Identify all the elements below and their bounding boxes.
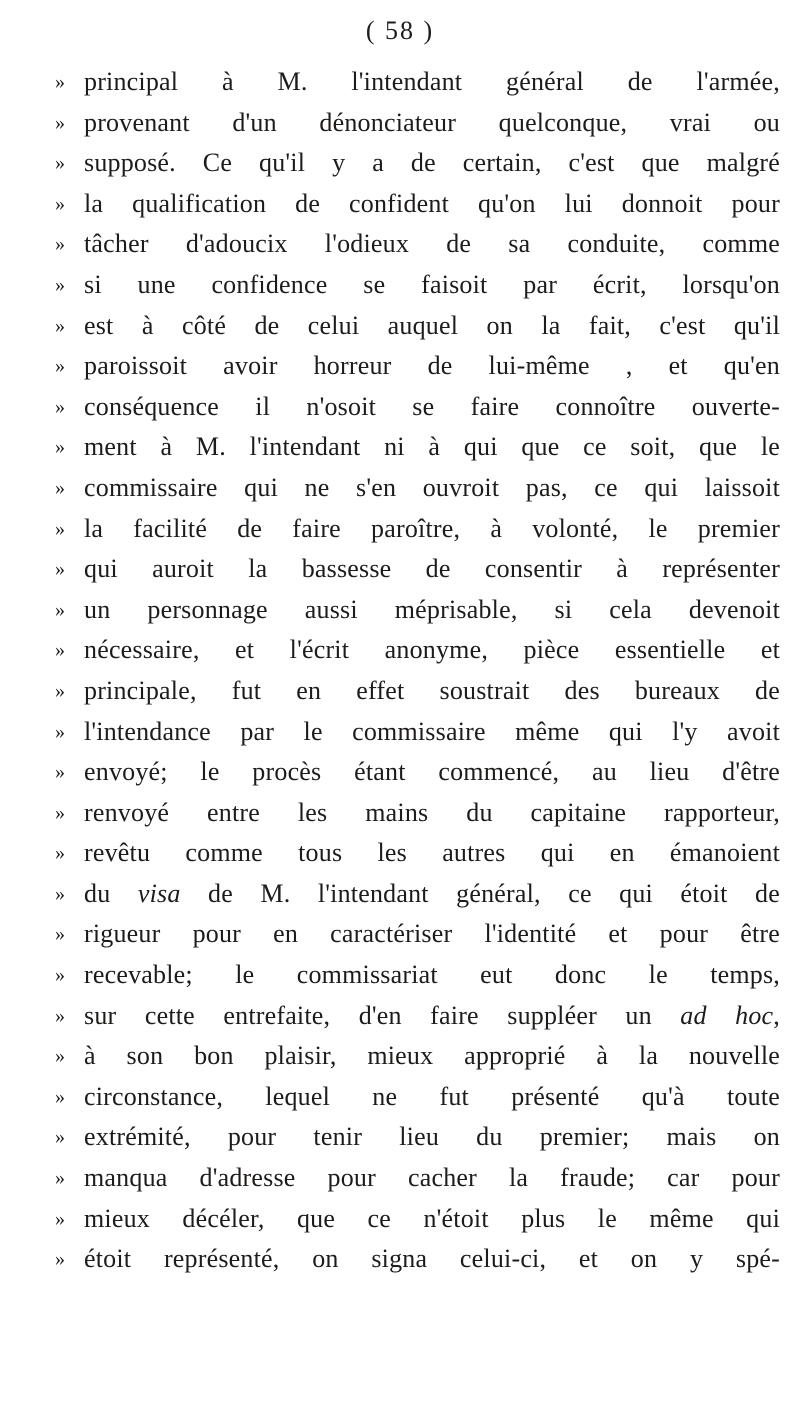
text-line <box>0 1199 800 1240</box>
line-text: l'intendance par le commissaire même qui l'y avoit <box>84 716 780 746</box>
line-text: conséquence il n'osoit se faire connoître ouverte- <box>84 391 780 421</box>
line-text: circonstance, lequel ne fut présenté qu'à toute <box>84 1081 780 1111</box>
line-text: ment à M. l'intendant ni à qui que ce soit, que le <box>84 432 780 462</box>
text-line <box>0 265 800 306</box>
line-text: à son bon plaisir, mieux approprié à la nouvelle <box>84 1041 780 1071</box>
text-line <box>0 833 800 874</box>
line-text: commissaire qui ne s'en ouvroit pas, ce qui laissoit <box>84 472 780 502</box>
line-text: tâcher d'adoucix l'odieux de sa conduite, comme <box>84 229 780 259</box>
line-text: recevable; le commissariat eut donc le temps, <box>84 960 780 990</box>
line-text: paroissoit avoir horreur de lui-même , et qu'en <box>84 351 780 381</box>
text-line <box>0 306 800 347</box>
quotation-mark: » <box>55 1248 65 1271</box>
text-line <box>0 427 800 468</box>
text-line <box>0 874 800 915</box>
line-text: qui auroit la bassesse de consentir à représenter <box>84 554 780 584</box>
quotation-mark: » <box>55 801 65 824</box>
text-line <box>0 1158 800 1199</box>
line-text: la qualification de confident qu'on lui donnoit pour <box>84 188 780 218</box>
quotation-mark: » <box>55 1085 65 1108</box>
quotation-mark: » <box>55 923 65 946</box>
text-line <box>0 630 800 671</box>
quotation-mark: » <box>55 558 65 581</box>
line-text: revêtu comme tous les autres qui en émanoient <box>84 838 780 868</box>
text-line <box>0 671 800 712</box>
text-line <box>0 346 800 387</box>
quotation-mark: » <box>55 639 65 662</box>
quotation-mark: » <box>55 882 65 905</box>
quotation-mark: » <box>55 1126 65 1149</box>
quotation-mark: » <box>55 517 65 540</box>
line-text: étoit représenté, on signa celui-ci, et on y spé- <box>84 1244 780 1274</box>
text-line <box>0 184 800 225</box>
quotation-mark: » <box>55 436 65 459</box>
text-line <box>0 103 800 144</box>
quotation-mark: » <box>55 152 65 175</box>
line-text: provenant d'un dénonciateur quelconque, vrai ou <box>84 107 780 137</box>
quotation-mark: » <box>55 273 65 296</box>
quotation-mark: » <box>55 71 65 93</box>
line-text: manqua d'adresse pour cacher la fraude; car pour <box>84 1163 780 1193</box>
quotation-mark: » <box>55 192 65 215</box>
line-text: rigueur pour en caractériser l'identité et pour être <box>84 919 780 949</box>
line-text: un personnage aussi méprisable, si cela devenoit <box>84 594 780 624</box>
quotation-mark: » <box>55 679 65 702</box>
line-text: principale, fut en effet soustrait des bureaux de <box>84 675 780 705</box>
line-text: mieux décéler, que ce n'étoit plus le même qui <box>84 1203 780 1233</box>
text-line <box>0 224 800 265</box>
text-line <box>0 1239 800 1280</box>
text-line <box>0 1036 800 1077</box>
quotation-mark: » <box>55 598 65 621</box>
text-line <box>0 468 800 509</box>
quotation-mark: » <box>55 233 65 256</box>
line-text: principal à M. l'intendant général de l'armée, <box>84 67 780 96</box>
text-line <box>0 509 800 550</box>
text-line <box>0 914 800 955</box>
quotation-mark: » <box>55 720 65 743</box>
text-line <box>0 1117 800 1158</box>
text-line <box>0 752 800 793</box>
line-text: extrémité, pour tenir lieu du premier; mais on <box>84 1122 780 1152</box>
line-text: envoyé; le procès étant commencé, au lieu d'être <box>84 757 780 787</box>
quotation-mark: » <box>55 314 65 337</box>
line-text: si une confidence se faisoit par écrit, lorsqu'on <box>84 269 780 299</box>
text-line <box>0 387 800 428</box>
text-line <box>0 1077 800 1118</box>
quotation-mark: » <box>55 111 65 134</box>
text-line <box>0 712 800 753</box>
line-text: la facilité de faire paroître, à volonté, le premier <box>84 513 780 543</box>
line-text: nécessaire, et l'écrit anonyme, pièce essentielle et <box>84 635 780 665</box>
text-line <box>0 62 800 103</box>
text-line <box>0 793 800 834</box>
quotation-mark: » <box>55 355 65 378</box>
quotation-mark: » <box>55 761 65 784</box>
quotation-mark: » <box>55 1167 65 1190</box>
quotation-mark: » <box>55 1045 65 1068</box>
line-text: sur cette entrefaite, d'en faire suppléer un ad hoc, <box>84 1000 780 1030</box>
quotation-mark: » <box>55 1004 65 1027</box>
quotation-mark: » <box>55 1207 65 1230</box>
line-text: renvoyé entre les mains du capitaine rapporteur, <box>84 797 780 827</box>
quotation-mark: » <box>55 964 65 987</box>
quotation-mark: » <box>55 395 65 418</box>
text-line <box>0 143 800 184</box>
body-text <box>0 62 800 1280</box>
text-line <box>0 590 800 631</box>
quotation-mark: » <box>55 842 65 865</box>
text-line <box>0 996 800 1037</box>
line-text: est à côté de celui auquel on la fait, c'est qu'il <box>84 310 780 340</box>
line-text: supposé. Ce qu'il y a de certain, c'est que malgré <box>84 148 780 178</box>
page-number: ( 58 ) <box>365 16 435 45</box>
quotation-mark: » <box>55 476 65 499</box>
text-line <box>0 549 800 590</box>
line-text: du visa de M. l'intendant général, ce qui étoit de <box>84 878 780 908</box>
text-line <box>0 955 800 996</box>
